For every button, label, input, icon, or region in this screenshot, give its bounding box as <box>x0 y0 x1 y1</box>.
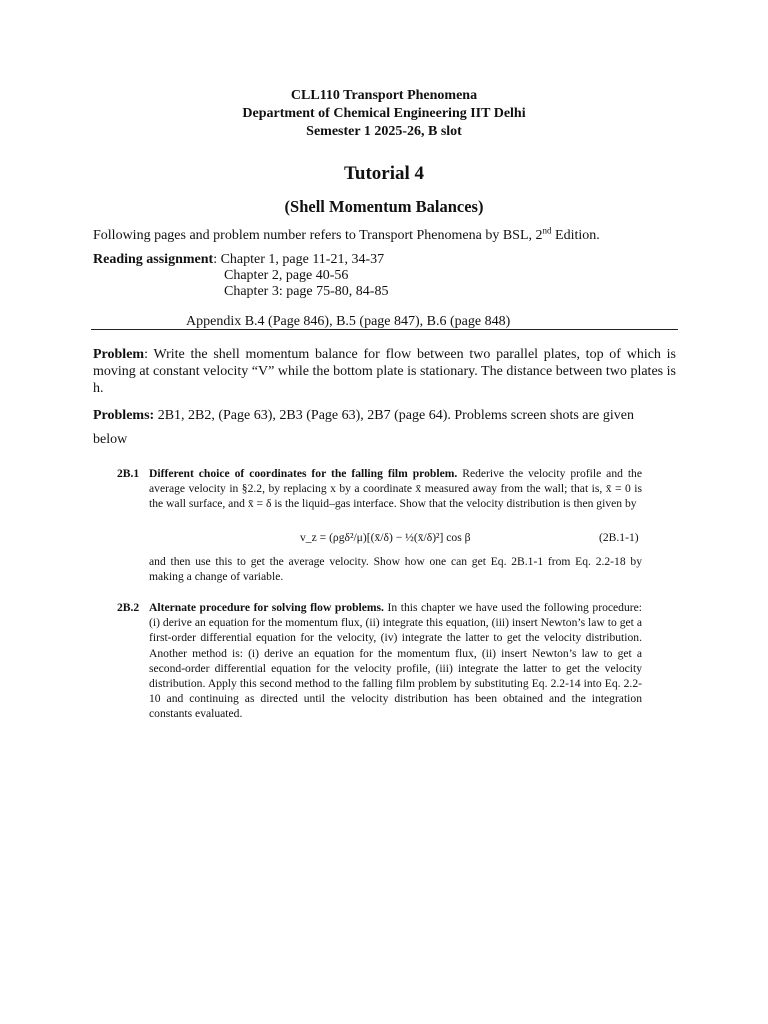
semester-info: Semester 1 2025-26, B slot <box>306 124 462 139</box>
equation-2b1-1-number: (2B.1-1) <box>599 531 639 544</box>
reading-label: Reading assignment <box>93 252 214 267</box>
problem-2b1-number: 2B.1 <box>117 467 140 480</box>
problems-list <box>93 407 693 424</box>
intro-paragraph <box>93 227 693 244</box>
problem-2b1-continuation: and then use this to get the average velocity. Show how one can get Eq. 2B.1-1 from Eq. 2.2-18 by making a change of variable. <box>149 555 642 584</box>
problems-below: below <box>93 432 128 447</box>
appendix-line: Appendix B.4 (Page 846), B.5 (page 847), B.6 (page 848) <box>186 314 511 329</box>
divider-line <box>91 329 678 330</box>
problem-label: Problem <box>93 347 145 362</box>
problem-2b2-number: 2B.2 <box>117 601 140 614</box>
problem-2b2-title: Alternate procedure for solving flow problems. <box>149 601 384 614</box>
intro-tail: Edition. <box>551 228 600 243</box>
problem-text: : Write the shell momentum balance for flow between two parallel plates, top of which is moving at constant velocity “V” while the bottom plate is stationary. The distance between two plates is h. <box>93 347 676 396</box>
reading-line-1: : Chapter 1, page 11-21, 34-37 <box>213 252 385 267</box>
problem-2b2 <box>117 600 642 721</box>
problem-2b1-text: Rederive the velocity profile and the average velocity in §2.2, by replacing x by a coordinate x̄ measured away from the wall; that is, x̄ = 0 is the wall surface, and x̄ = δ is the liquid–gas interface. Show that the velocity distribution is then given by <box>149 467 643 511</box>
equation-2b1-1: v_z = (ρgδ²/μ)[(x̄/δ) − ½(x̄/δ)²] cos β <box>300 531 471 544</box>
problem-paragraph <box>93 346 676 397</box>
problems-text: 2B1, 2B2, (Page 63), 2B3 (Page 63), 2B7 (page 64). Problems screen shots are given <box>154 408 634 423</box>
reading-assignment <box>93 251 493 268</box>
tutorial-subtitle: (Shell Momentum Balances) <box>284 197 484 216</box>
problem-2b1-title: Different choice of coordinates for the falling film problem. <box>149 467 458 480</box>
department-name: Department of Chemical Engineering IIT Delhi <box>242 106 526 121</box>
problem-2b1-body <box>149 466 642 512</box>
tutorial-title: Tutorial 4 <box>343 163 425 184</box>
intro-superscript: nd <box>542 225 552 236</box>
reading-line-2: Chapter 2, page 40-56 <box>224 268 349 283</box>
course-title: CLL110 Transport Phenomena <box>290 88 478 103</box>
problem-2b1 <box>117 466 642 586</box>
problems-label: Problems: <box>93 408 155 423</box>
reading-line-3: Chapter 3: page 75-80, 84-85 <box>224 284 389 299</box>
problem-2b2-body <box>149 600 642 722</box>
intro-text: Following pages and problem number refers to Transport Phenomena by BSL, 2 <box>93 228 543 243</box>
problem-2b2-text: In this chapter we have used the following procedure: (i) derive an equation for the momentum flux, (ii) integrate this equation, (iii) insert Newton’s law to get a first-order differential equation for the velocity, (iv) integrate the latter to get the velocity distribution. Another method is: (i) derive an equation for the momentum flux, (ii) insert Newton’s law to get a second-order differential equation for the velocity profile, (iii) integrate the latter to get the velocity distribution. Apply this second method to the falling film problem by substituting Eq. 2.2-14 into Eq. 2.2-10 and continuing as directed until the velocity distribution has been obtained and the integration constants evaluated. <box>149 601 642 721</box>
